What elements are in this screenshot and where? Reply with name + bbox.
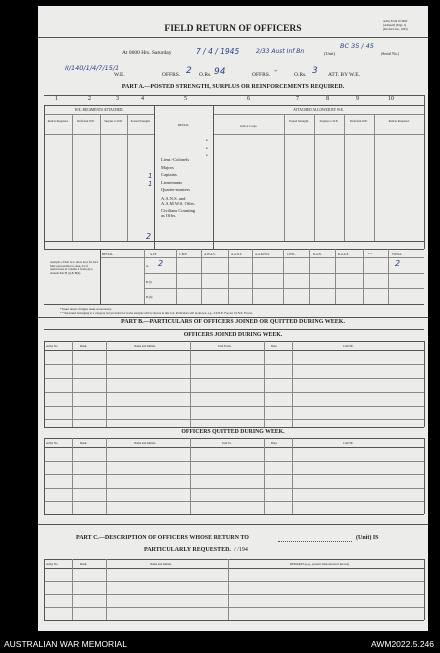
col-header: Deficient W.E. bbox=[77, 119, 95, 123]
col-number: 1 bbox=[55, 96, 58, 102]
quitted-col-header: Unit To. bbox=[222, 441, 232, 445]
col-number: 3 bbox=[116, 96, 119, 102]
rank-label: Quarter-masters bbox=[161, 187, 190, 193]
part-c-title: PART C.—DESCRIPTION OF OFFICERS WHOSE RETURN TO bbox=[76, 535, 249, 541]
analysis-total-handwritten: 2 bbox=[395, 259, 401, 268]
offrs2-handwritten: - bbox=[274, 66, 278, 76]
serial-label: (Serial No.) bbox=[381, 52, 399, 56]
col-number: 10 bbox=[388, 96, 394, 102]
analysis-row-label: A. bbox=[146, 264, 149, 268]
analysis-col-header: R.A.N. bbox=[313, 252, 322, 256]
analysis-row-label: B.(ii) bbox=[146, 295, 153, 299]
rank-label: Majors bbox=[161, 164, 174, 170]
joined-col-header: Unit From. bbox=[218, 344, 232, 348]
joined-col-header: Date. bbox=[271, 344, 278, 348]
analysis-col-header: A.W.A.S. bbox=[204, 252, 216, 256]
form-info-line: (Adapted) (Page 1) bbox=[383, 23, 406, 27]
analysis-col-header: * * bbox=[368, 252, 372, 256]
quitted-col-header: Rank. bbox=[80, 441, 88, 445]
rank-label: A.A.N.S. and bbox=[161, 195, 186, 201]
joined-title: OFFICERS JOINED DURING WEEK. bbox=[183, 332, 283, 338]
col-header: Arm or Corps. bbox=[239, 124, 258, 128]
col-number: 5 bbox=[184, 96, 187, 102]
col-header: Rein'ts Required. bbox=[388, 119, 410, 123]
col-header: Posted Strength. bbox=[130, 119, 151, 123]
analysis-col-header: A.A.N.S. bbox=[231, 252, 243, 256]
joined-col-header: Rank. bbox=[80, 344, 88, 348]
rank-bullets: • • • bbox=[206, 139, 208, 159]
quitted-col-header: Army No. bbox=[46, 441, 59, 445]
serial-handwritten: BC 35 / 45 bbox=[340, 42, 374, 50]
part-c-particularly: PARTICULARLY REQUESTED. bbox=[144, 547, 231, 553]
rank-label: Lieutenants bbox=[161, 179, 182, 185]
col-header: Deficient W.E. bbox=[350, 119, 368, 123]
offrs-handwritten: 2 bbox=[186, 66, 192, 76]
ors-label: O.Rs. bbox=[199, 72, 212, 78]
analysis-col-header: A.A.M.W.S. bbox=[255, 252, 270, 256]
analysis-col-header: C.M.F. bbox=[179, 252, 188, 256]
col-number: 8 bbox=[326, 96, 329, 102]
part-b-title: PART B.—PARTICULARS OF OFFICERS JOINED OR QUITTED DURING WEEK. bbox=[121, 319, 345, 325]
at-hours-label: At 0600 Hrs. Saturday bbox=[122, 50, 172, 56]
col-number: 9 bbox=[356, 96, 359, 102]
col-header: Rein'ts Required. bbox=[47, 119, 69, 123]
col-header: Surplus to W.E. bbox=[319, 119, 339, 123]
we-label: W.E. bbox=[114, 72, 125, 78]
rank-label: Civilians Counting bbox=[161, 207, 196, 213]
unit-blank bbox=[278, 541, 352, 542]
quitted-col-header: Name and Initials. bbox=[134, 441, 157, 445]
offrs2-label: OFFRS. bbox=[252, 72, 271, 78]
quitted-title: OFFICERS QUITTED DURING WEEK. bbox=[181, 429, 285, 435]
quitted-col-header: Date. bbox=[271, 441, 278, 445]
col-number: 4 bbox=[141, 96, 144, 102]
part-c-col-header: REMARKS (e.g., present whereabouts if known) bbox=[290, 562, 350, 566]
part-c-unit-label: (Unit) IS bbox=[356, 535, 379, 541]
analysis-col-header: TOTAL. bbox=[392, 252, 403, 256]
col-header: Surplus to W.E. bbox=[104, 119, 123, 123]
title-underline bbox=[38, 37, 428, 38]
part-a-title: PART A.—POSTED STRENGTH, SURPLUS OR REINFORCEMENTS REQUIRED. bbox=[121, 84, 345, 90]
col-number: 2 bbox=[88, 96, 91, 102]
joined-col-header: Name and Initials. bbox=[134, 344, 157, 348]
part-c-col-header: Name and Initials. bbox=[150, 562, 173, 566]
detail-header: DETAIL. bbox=[177, 123, 190, 127]
aif-handwritten: 2 bbox=[158, 259, 164, 268]
part-c-date-blank: / /194 bbox=[234, 547, 248, 553]
form-info-line: Army Form W.3009 bbox=[383, 19, 408, 23]
lieutenants-handwritten: 1 bbox=[148, 180, 153, 188]
we-ref-handwritten: II/140/1/4/7/15/1 bbox=[65, 64, 120, 72]
rank-label: A.A.M.W.S. Offrs. bbox=[161, 200, 196, 206]
analysis-note: Analysis of Part A to show how far ALL fully paid entitled to date, 34 of instructions in column 4 from (4) to include Part B (i) & B(ii). bbox=[50, 260, 99, 275]
analysis-col-header: CIVIL. bbox=[287, 252, 296, 256]
field-return-form bbox=[38, 6, 428, 631]
ors-handwritten: 94 bbox=[214, 67, 226, 77]
archive-reference: AWM2022.5.246 bbox=[371, 639, 434, 649]
rank-label: Lieut.-Colonels bbox=[161, 157, 190, 162]
part-c-col-header: Army No. bbox=[46, 562, 59, 566]
rank-label: Captains bbox=[161, 172, 177, 178]
date-handwritten: 7 / 4 / 1945 bbox=[196, 47, 240, 56]
part-c-col-header: Rank. bbox=[80, 562, 88, 566]
unit-handwritten: 2/33 Aust Inf Bn bbox=[256, 48, 305, 55]
archive-credit: AUSTRALIAN WAR MEMORIAL bbox=[4, 639, 127, 649]
att-label: ATT. BY W.E. bbox=[328, 72, 360, 78]
form-info bbox=[383, 19, 408, 31]
joined-col-header: Army No. bbox=[46, 344, 59, 348]
analysis-col-header: A.I.F. bbox=[150, 252, 157, 256]
form-info-line: (Revised Jan., 1943) bbox=[383, 27, 408, 31]
col-number: 7 bbox=[296, 96, 299, 102]
column-numbers bbox=[44, 96, 424, 105]
col-number: 6 bbox=[247, 96, 250, 102]
col-header: Posted Strength. bbox=[289, 119, 309, 123]
quitted-col-header: CAUSE. bbox=[343, 441, 354, 445]
ors2-handwritten: 3 bbox=[312, 66, 318, 76]
ranks-list bbox=[161, 156, 195, 218]
att-group-label: ATTACHED ALLOWED BY W.E. bbox=[293, 108, 344, 112]
total-handwritten: 2 bbox=[146, 232, 152, 241]
form-title: FIELD RETURN OF OFFICERS bbox=[164, 24, 302, 34]
analysis-col-header: R.A.A.F. bbox=[338, 252, 349, 256]
offrs-label: OFFRS. bbox=[162, 72, 181, 78]
analysis-row-label: B.(i) bbox=[146, 280, 152, 284]
joined-col-header: CAUSE. bbox=[343, 344, 354, 348]
we-group-label: W.E. REGIMENTS ATTACHED. bbox=[74, 108, 124, 112]
footnote: * Insert detail of higher ranks as necessary. bbox=[60, 307, 112, 311]
unit-label: (Unit) bbox=[324, 51, 335, 56]
ors2-label: O.Rs. bbox=[294, 72, 307, 78]
footnote: * * Personnel belonging to a category not provided for in the analysis will be shown in this Col. Particulars will be shown, e.g., 2/6 N.E. Forces: 19 N.E. Forces. bbox=[60, 311, 253, 315]
analysis-col-header: DETAIL. bbox=[102, 252, 114, 256]
rank-label: as Offrs. bbox=[161, 212, 177, 218]
captains-handwritten: 1 bbox=[148, 172, 153, 180]
